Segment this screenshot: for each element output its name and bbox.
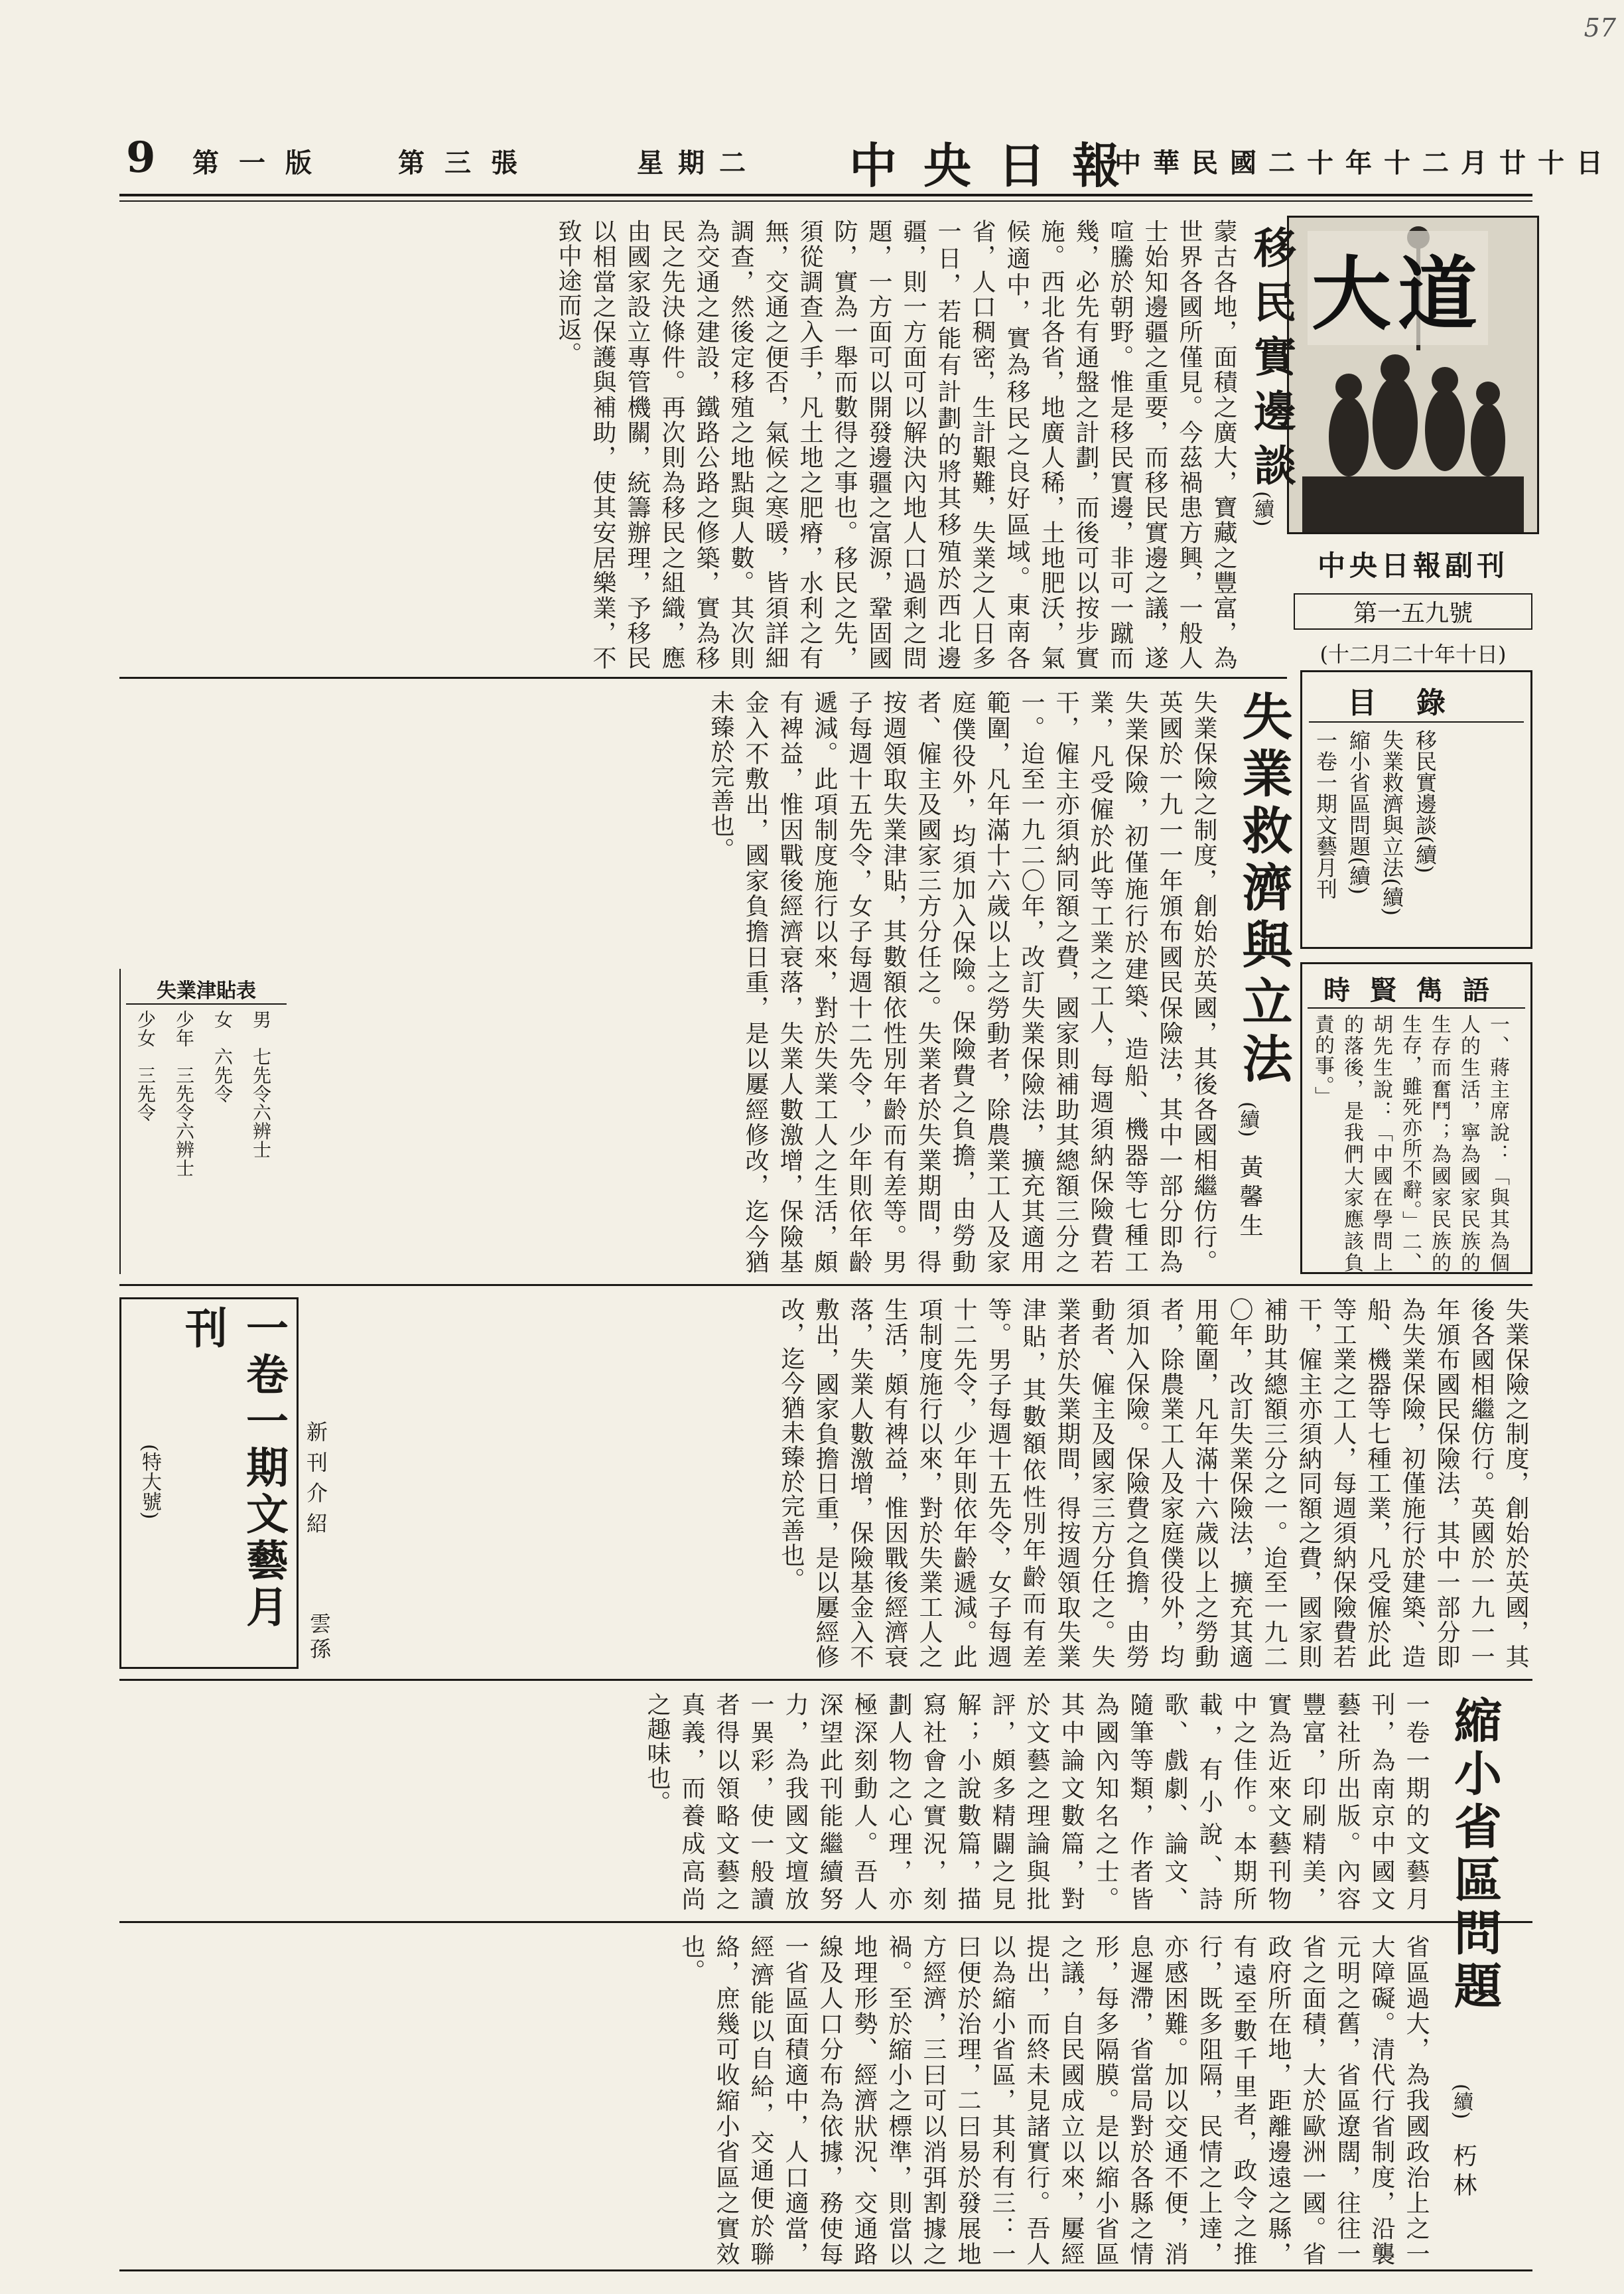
shiye-body-continued: 失業保險之制度，創始於英國，其後各國相繼仿行。英國於一九一一年頒布國民保險法，其中一部分即為失業保險，初僅施行於建築、造船、機器等七種工業，凡受僱於此等工業之工人，每週須納保險費若干，僱主亦須納同額之費，國家則補助其總額三分之一。迨至一九二〇年，改訂失業保險法，擴充其適用範圍，凡年滿十六歲以上之勞動者，除農業工人及家庭僕役外，均須加入保險。保險費之負擔，由勞動者、僱主及國家三方分任之。失業者於失業期間，得按週領取失業津貼，其數額依性別年齡而有差等。男子每週十五先令，女子每週十二先令，少年則依年齡遞減。此項制度施行以來，對於失業工人之生活，頗有裨益，惟因戰後經濟衰落，失業人數激增，保險基金入不敷出，國家負擔日重，是以屢經修改，迄今猶未臻於完善也。 xyxy=(778,1297,1529,1669)
masthead-title: 中央日報 xyxy=(849,137,1147,194)
contents-box xyxy=(1300,670,1532,949)
masthead-rule xyxy=(119,194,1532,196)
publication-info xyxy=(1294,544,1532,670)
yimin-body: 蒙古各地，面積之廣大，寶藏之豐富，為世界各國所僅見。今茲禍患方興，一般人士始知邊疆之重要，而移民實邊之議，遂喧騰於朝野。惟是移民實邊，非可一蹴而幾，必先有通盤之計劃，而後可以按步實施。西北各省，地廣人稀，土地肥沃，氣候適中，實為移民之良好區域。東南各省，人口稠密，生計艱難，失業之人日多一日，若能有計劃的將其移殖於西北邊疆，則一方面可以解決內地人口過剩之問題，一方面可以開發邊疆之富源，鞏固國防，實為一舉而數得之事也。移民之先，須從調查入手，凡土地之肥瘠，水利之有無，交通之便否，氣候之寒暖，皆須詳細調查，然後定移殖之地點與人數。其次則為交通之建設，鐵路公路之修築，實為移民之先決條件。再次則為移民之組織，應由國家設立專管機關，統籌辦理，予移民以相當之保護與補助，使其安居樂業，不致中途而返。 xyxy=(555,219,1237,670)
masthead-page-number: 9 xyxy=(126,133,156,182)
wenyi-body: 一卷一期的文藝月刊，為南京中國文藝社所出版。內容豐富，印刷精美，實為近來文藝刊物中之佳作。本期所載，有小說、詩歌、戲劇、論文、隨筆等類，作者皆為國內知名之士。其中論文數篇，對於文藝之理論與批評，頗多精闢之見解；小說數篇，描寫社會之實況，刻劃人物之心理，亦極深刻動人。吾人深望此刊能繼續努力，為我國文壇放一異彩，使一般讀者得以領略文藝之真義，而養成高尚之趣味也。 xyxy=(643,1692,1430,1911)
divider-1 xyxy=(119,677,1287,679)
divider-4 xyxy=(119,1921,1532,1923)
shiye-title: 失業救濟與立法 xyxy=(1234,690,1293,1090)
divider-3 xyxy=(119,1679,1532,1681)
bottom-rule xyxy=(119,2269,1532,2271)
dadao-box xyxy=(1287,216,1539,534)
publication-date: (十二月二十年十日) xyxy=(1320,642,1507,667)
publication-name: 中央日報副刊 xyxy=(1317,549,1509,582)
table-row: 男 七先令六辨士 xyxy=(250,1010,272,1159)
contents-item-1[interactable]: 移民實邊談(續) xyxy=(1412,729,1438,873)
dadao-title: 大道 xyxy=(1308,231,1488,345)
wenyi-subtitle: (特大號) xyxy=(138,1444,161,1520)
masthead-weekday: 星期二 xyxy=(637,147,760,179)
divider-2 xyxy=(119,1284,1532,1286)
shiye-cont: (續) xyxy=(1236,1102,1259,1137)
aphorism-text: 一、蔣主席說：「與其為個人的生活，寧為國家民族的生存而奮鬥；為國家民族的生存，雖死亦所不辭。」二、胡先生說：「中國在學問上的落後，是我們大家應該負責的事。」 xyxy=(1311,1014,1509,1273)
table-row: 少年 三先令六辨士 xyxy=(173,1010,195,1177)
wenyi-heading: 新刊介紹 xyxy=(303,1421,328,1543)
shiye-author: 黃馨生 xyxy=(1236,1155,1263,1242)
unemployment-table xyxy=(119,969,292,1274)
contents-heading: 目錄 xyxy=(1309,679,1524,723)
masthead-edition: 第一版 xyxy=(192,147,332,179)
publication-issue: 第一五九號 xyxy=(1294,593,1532,630)
suoxiao-title: 縮小省區問題 xyxy=(1446,1695,1503,2014)
contents-item-3[interactable]: 縮小省區問題(續) xyxy=(1346,729,1371,895)
table-row: 女 六先令 xyxy=(212,1010,234,1103)
table-heading: 失業津貼表 xyxy=(126,974,287,1005)
suoxiao-body: 省區過大，為我國政治上之一大障礙。清代行省制度，沿襲元明之舊，省區遼闊，往往一省之面積，大於歐洲一國。省政府所在地，距離邊遠之縣，有遠至數千里者，政令之推行，既多阻隔，民情之上達，亦感困難。加以交通不便，消息遲滯，省當局對於各縣之情形，每多隔膜。是以縮小省區之議，自民國成立以來，屢經提出，而終未見諸實行。吾人以為縮小省區，其利有三：一曰便於治理，二曰易於發展地方經濟，三曰可以消弭割據之禍。至於縮小之標準，則當以地理形勢、經濟狀況、交通路線及人口分布為依據，務使每一省區面積適中，人口適當，經濟能以自給，交通便於聯絡，庶幾可收縮小省區之實效也。 xyxy=(678,1934,1430,2266)
masthead-rule-thin xyxy=(119,200,1532,202)
suoxiao-author: 朽林 xyxy=(1450,2143,1477,2202)
yimin-cont: (續) xyxy=(1251,491,1274,527)
masthead xyxy=(119,133,1615,194)
table-row: 少女 三先令 xyxy=(135,1010,157,1121)
page-corner-number: 57 xyxy=(1584,13,1616,42)
contents-item-2[interactable]: 失業救濟與立法(續) xyxy=(1379,729,1404,916)
contents-item-4[interactable]: 一卷一期文藝月刊 xyxy=(1313,729,1338,899)
aphorism-box xyxy=(1300,962,1532,1274)
wenyi-author: 雲孫 xyxy=(306,1613,332,1663)
wenyi-title: 一卷一期文藝月刊 xyxy=(178,1306,289,1631)
shiye-body: 失業保險之制度，創始於英國，其後各國相繼仿行。英國於一九一一年頒布國民保險法，其中一部分即為失業保險，初僅施行於建築、造船、機器等七種工業，凡受僱於此等工業之工人，每週須納保險費若干，僱主亦須納同額之費，國家則補助其總額三分之一。迨至一九二〇年，改訂失業保險法，擴充其適用範圍，凡年滿十六歲以上之勞動者，除農業工人及家庭僕役外，均須加入保險。保險費之負擔，由勞動者、僱主及國家三方分任之。失業者於失業期間，得按週領取失業津貼，其數額依性別年齡而有差等。男子每週十五先令，女子每週十二先令，少年則依年齡遞減。此項制度施行以來，對於失業工人之生活，頗有裨益，惟因戰後經濟衰落，失業人數激增，保險基金入不敷出，國家負擔日重，是以屢經修改，迄今猶未臻於完善也。 xyxy=(707,690,1217,1274)
suoxiao-cont: (續) xyxy=(1450,2084,1473,2119)
aphorism-heading: 時賢雋語 xyxy=(1308,969,1525,1009)
masthead-date: 中華民國二十年十二月廿十日 xyxy=(1115,147,1615,179)
masthead-sheet: 第三張 xyxy=(398,147,537,179)
yimin-title: 移民實邊談 xyxy=(1247,226,1296,498)
